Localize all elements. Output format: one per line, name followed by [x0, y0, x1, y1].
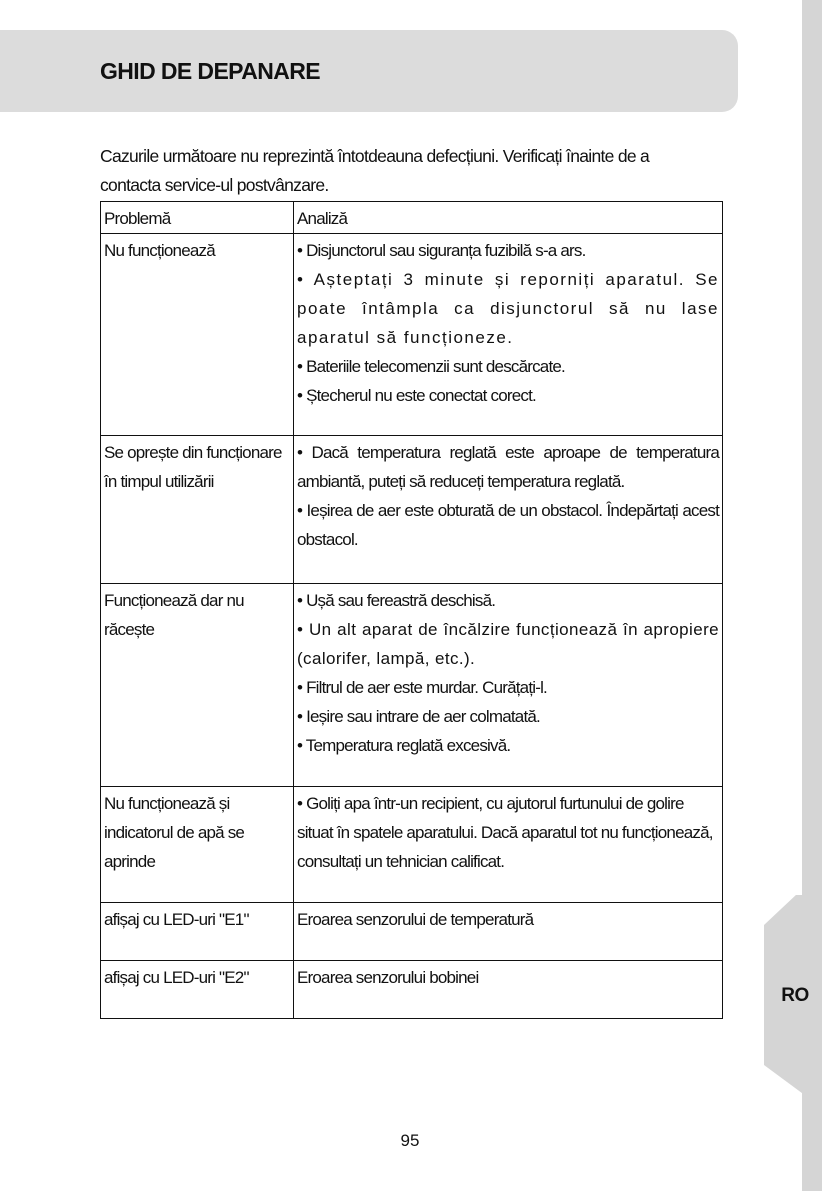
table-row	[101, 787, 723, 903]
table-row	[101, 961, 723, 1019]
problem-cell: afișaj cu LED-uri "E2"	[101, 961, 294, 1019]
troubleshooting-table	[100, 201, 723, 1019]
problem-cell: Se oprește din funcționare în timpul utilizării	[101, 436, 294, 584]
analysis-line: • Ștecherul nu este conectat corect.	[297, 386, 536, 405]
analysis-line: • Temperatura reglată excesivă.	[297, 736, 511, 755]
analysis-line: Eroarea senzorului de temperatură	[297, 910, 534, 929]
analysis-line: • Ieșire sau intrare de aer colmatată.	[297, 707, 540, 726]
analysis-line: • Dacă temperatura reglată este aproape de temperatura ambiantă, puteți să reduceți temperatura reglată.	[297, 443, 719, 491]
table-header-row	[101, 202, 723, 234]
analysis-cell	[294, 584, 723, 787]
analysis-line: • Un alt aparat de încălzire funcționează în apropiere (calorifer, lampă, etc.).	[297, 620, 719, 668]
analysis-cell	[294, 961, 723, 1019]
table-row	[101, 234, 723, 436]
problem-cell: afișaj cu LED-uri "E1"	[101, 903, 294, 961]
problem-cell: Nu funcționează și indicatorul de apă se aprinde	[101, 787, 294, 903]
problem-cell: Funcționează dar nu răcește	[101, 584, 294, 787]
analysis-line: Eroarea senzorului bobinei	[297, 968, 479, 987]
table-row	[101, 584, 723, 787]
language-code: RO	[781, 985, 809, 1006]
table-row	[101, 903, 723, 961]
problem-cell: Nu funcționează	[101, 234, 294, 436]
analysis-line: • Filtrul de aer este murdar. Curățați-l.	[297, 678, 547, 697]
table-row	[101, 436, 723, 584]
analysis-line: • Așteptați 3 minute și reporniți aparatul. Se poate întâmpla ca disjunctorul să nu lase aparatul să funcționeze.	[297, 270, 719, 347]
column-header-analysis: Analiză	[294, 202, 723, 234]
analysis-line: • Disjunctorul sau siguranța fuzibilă s-a ars.	[297, 241, 586, 260]
analysis-line: • Ușă sau fereastră deschisă.	[297, 591, 496, 610]
analysis-cell	[294, 234, 723, 436]
page-title: GHID DE DEPANARE	[100, 58, 320, 84]
analysis-line: • Goliți apa într-un recipient, cu ajutorul furtunului de golire situat în spatele aparatului. Dacă aparatul tot nu funcționează, consultați un tehnician calificat.	[297, 794, 713, 871]
analysis-cell	[294, 903, 723, 961]
analysis-cell	[294, 787, 723, 903]
analysis-line: • Bateriile telecomenzii sunt descărcate.	[297, 357, 565, 376]
intro-text: Cazurile următoare nu reprezintă întotdeauna defecțiuni. Verificați înainte de a contacta service-ul postvânzare.	[100, 146, 650, 195]
analysis-line: • Ieșirea de aer este obturată de un obstacol. Îndepărtați acest obstacol.	[297, 501, 719, 549]
column-header-problem: Problemă	[101, 202, 294, 234]
analysis-cell	[294, 436, 723, 584]
page-number: 95	[400, 1131, 420, 1150]
